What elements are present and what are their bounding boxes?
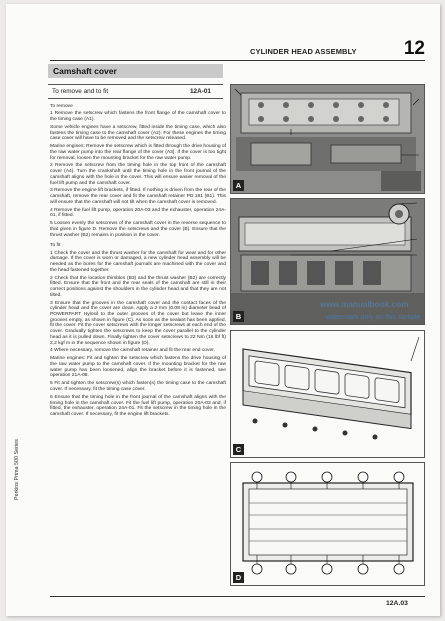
series-side-label: Perkins Prima 500 Series	[14, 439, 20, 500]
remove-heading: To remove	[50, 104, 73, 109]
fit-step: 4 Where necessary, remove the camshaft retainer and fit the rear end cover.	[50, 348, 215, 354]
watermark-note: watermark only on this sample	[326, 314, 421, 321]
chapter-number: 12	[403, 38, 425, 59]
section-title: Camshaft cover	[53, 66, 117, 76]
header-title: CYLINDER HEAD ASSEMBLY	[250, 47, 357, 56]
remove-step: 4 Remove the fuel lift pump, operation 20A-03 and the exhauster, operation 24A-01, if fitted.	[50, 207, 226, 219]
page-header	[250, 40, 425, 62]
subsection-title: To remove and to fit	[52, 88, 109, 95]
figure-a-illustration	[231, 85, 424, 193]
footer-rule	[50, 596, 425, 597]
fit-heading: To fit	[50, 243, 61, 249]
figure-c-cover-drawing	[230, 330, 425, 458]
watermark-url: www.manualbook.com	[320, 300, 409, 309]
fit-step: 6 Ensure that the timing hole in the front journal of the camshaft aligns with the timing hole in the camshaft cover. Fit the fuel lift pump, operation 20A-03 and, if fitted, the exhauster, operation 24A-01. Fit the setscrew in the timing hole in the camshaft cover. If necessary, fit the engine lift brackets.	[50, 394, 226, 417]
header-rule	[50, 60, 425, 61]
subheader-rule-bottom	[48, 98, 223, 99]
fit-step: 2 Check that the location thimbles (B3) and the thrust washer (B2) are correctly fitted. Ensure that the front and the rear seals of the camshaft are still in their correct positions against the shoulders in the cylinder head and that they are not tilted.	[50, 275, 226, 298]
remove-step: 2 Remove the setscrew from the timing hole in the top front of the camshaft cover (A4). Turn the crankshaft until the timing hole in the front journal of the camshaft aligns with the hole in the cover. This will ensure easier removal of the fuel lift pump and the camshaft cover.	[50, 163, 226, 186]
fit-step: 1 Check the cover and the thrust washer for the camshaft for wear and for other damage. If the cover is worn or damaged, a new cylinder head assembly will be needed as the bores for the camshaft journals are machined with the cover and the head fastened together.	[50, 250, 226, 273]
fit-step: 3 Ensure that the grooves in the camshaft cover and the contact faces of the cylinder head and the cover are clean. Apply a 2 mm (0.08 in) diameter bead of POWERPART Hylosil to the outer grooves of the cover but leave the inner grooves empty, as shown in figure (C). As soon as the sealant has been applied, fit the cover. Fit the cover setscrews with the longer setscrews at each end of the cover. Gradually tighten the setscrews to keep the cover parallel to the cylinder head as it is pulled down. Finally tighten the cover setscrews to 22 Nm (16 lbf ft) 2,2 kgf m in the sequence shown in figure (D).	[50, 300, 226, 346]
remove-step: Some vehicle engines have a setscrew, fitted inside the timing case, which also fastens the timing case to the camshaft cover (A2). For these engines the timing case cover will have to be removed and the setscrew released.	[50, 124, 226, 142]
fit-step: 5 Fit and tighten the setscrew(s) which fasten(s) the timing case to the camshaft cover. If necessary, fit the timing case cover.	[50, 381, 226, 392]
fit-step: Marine engines: Fit and tighten the setscrew which fastens the drive housing of the raw water pump to the camshaft cover. If the mounting bracket for the raw water pump has been loosened, align the bracket before it is fastened, see operation 21A-08.	[50, 356, 226, 379]
figure-label: A	[233, 180, 244, 191]
figure-d-tightening-sequence	[230, 462, 425, 586]
figure-a-engine-photo	[230, 84, 425, 194]
remove-step: 1 Remove the setscrew which fastens the front flange of the camshaft cover to the timing case (A1).	[50, 111, 226, 122]
remove-step: 5 Loosen evenly the setscrews of the camshaft cover in the reverse sequence to that given in figure D. Remove the setscrews and the cover (B). Ensure that the thrust washer (B2) remains in position in the cover.	[50, 221, 226, 238]
page-number: 12A.03	[386, 600, 408, 607]
subheader-rule-top	[48, 84, 223, 85]
figure-label: D	[233, 572, 244, 583]
figure-label: B	[233, 311, 244, 322]
remove-step: 3 Remove the engine lift brackets, if fitted. If nothing is driven from the rear of the camshaft, remove the rear cover and fit the camshaft retainer PD.181 (B1). This will ensure that the camshaft will not tilt when the camshaft cover is removed.	[50, 188, 226, 205]
figure-c-illustration	[231, 331, 424, 457]
instructions-column	[50, 104, 226, 420]
figure-label: C	[233, 444, 244, 455]
remove-step: Marine engines: Remove the setscrew which is fitted through the drive housing of the raw water pump into the rear flange of the cover (A3). If the cover is too tight for removal, loosen the mounting bracket for the raw water pump.	[50, 144, 226, 161]
operation-number: 12A-01	[190, 88, 211, 95]
figure-d-illustration	[231, 463, 424, 585]
